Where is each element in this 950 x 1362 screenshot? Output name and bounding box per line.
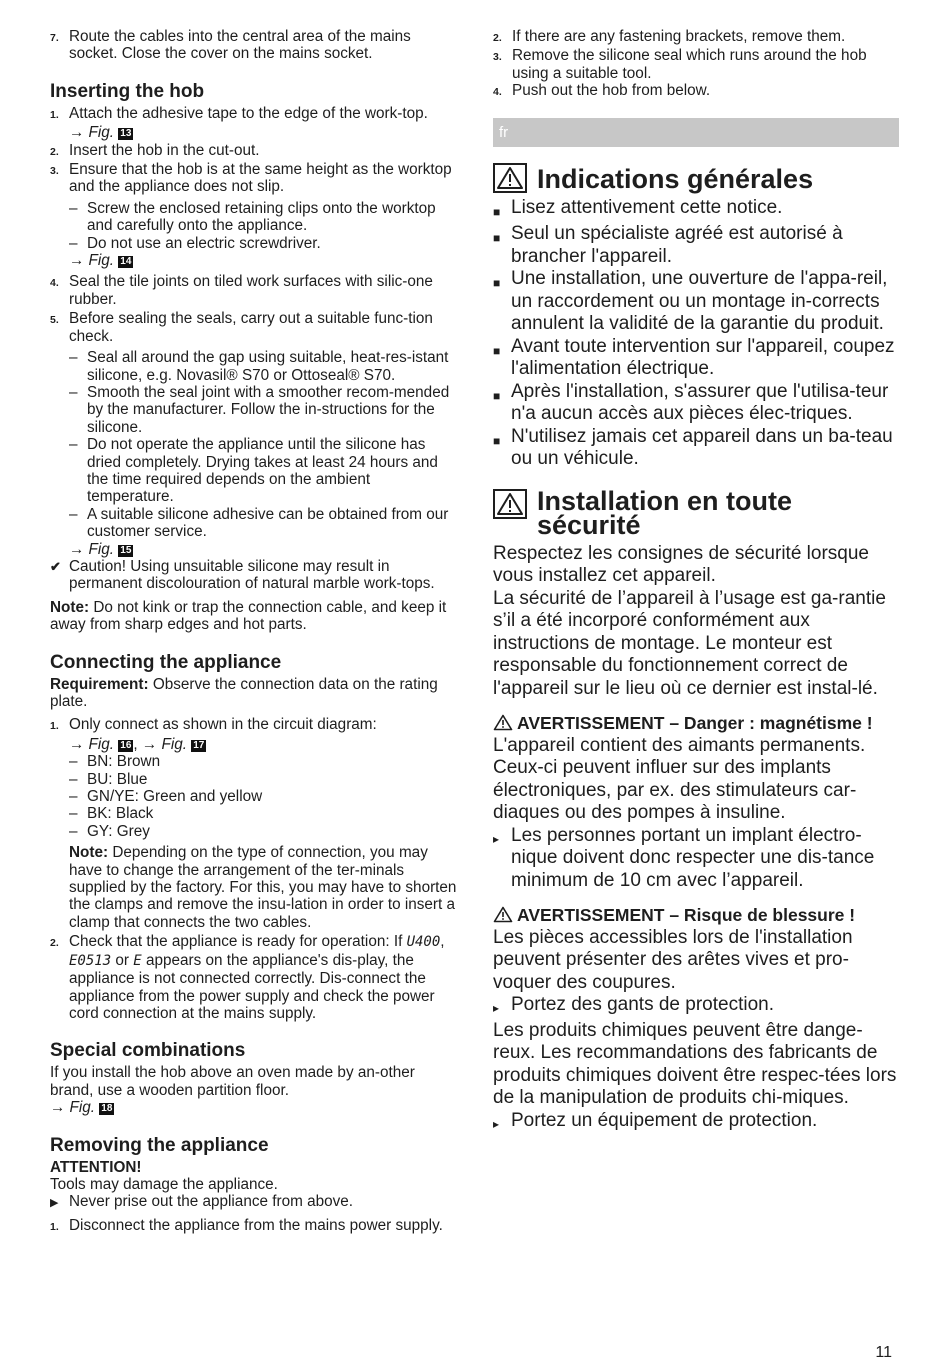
- list-item: ■ Après l'installation, s'assurer que l'utilisa-teur n'a aucun accès aux pièces élec-triques.: [493, 380, 889, 425]
- list-item: 4. Seal the tile joints on tiled work surfaces with silic-one rubber.: [50, 273, 433, 308]
- list-item: 3. Ensure that the hob is at the same height as the worktop and the appliance does not slip.: [50, 161, 452, 196]
- paragraph: L'appareil contient des aimants permanents. Ceux-ci peuvent influer sur des implants électroniques, par ex. des stimulateurs car-diaques ou des pompes à insuline.: [493, 734, 866, 824]
- list-item: 5. Before sealing the seals, carry out a suitable func-tion check.: [50, 310, 433, 345]
- attention-label: ATTENTION!: [50, 1158, 142, 1176]
- square-bullet-icon: ■: [493, 276, 501, 291]
- wire-item: – BU: Blue: [69, 770, 148, 788]
- dash-item: – A suitable silicone adhesive can be obtained from our customer service.: [69, 505, 449, 541]
- list-item: 3. Remove the silicone seal which runs around the hob using a suitable tool.: [493, 47, 867, 82]
- wire-item: – BK: Black: [69, 805, 154, 823]
- wire-item: – BN: Brown: [69, 753, 161, 771]
- list-item: 1. Only connect as shown in the circuit diagram:: [50, 716, 377, 734]
- paragraph: Les produits chimiques peuvent être dange-reux. Les recommandations des fabricants de produits chimiques doivent être respec-tées lors de la manipulation de produits chi-miques.: [493, 1019, 897, 1109]
- right-column: [493, 28, 899, 1135]
- paragraph: Respectez les consignes de sécurité lorsque vous installez cet appareil.: [493, 542, 869, 587]
- requirement: Requirement: Observe the connection data on the rating plate.: [50, 675, 438, 710]
- wire-item: – GN/YE: Green and yellow: [69, 788, 263, 806]
- figure-reference: → Fig. 14: [69, 252, 132, 270]
- square-bullet-icon: ■: [493, 231, 501, 246]
- arrow-bullet-icon: ▸: [493, 1001, 500, 1016]
- list-item: 4. Push out the hob from below.: [493, 82, 711, 100]
- section-title-connecting: Connecting the appliance: [50, 651, 282, 673]
- page-number: 11: [875, 1344, 892, 1361]
- arrow-bullet-icon: ▸: [493, 1116, 500, 1131]
- note: Note: Do not kink or trap the connection cable, and keep it away from sharp edges and hot parts.: [50, 598, 447, 634]
- step-7: 7. Route the cables into the central area of the mains socket. Close the cover on the mains socket.: [50, 28, 411, 63]
- square-bullet-icon: ■: [493, 433, 501, 448]
- language-bar: fr: [493, 118, 899, 147]
- warning-heading: AVERTISSEMENT – Risque de blessure !: [493, 904, 899, 927]
- warning-icon: [493, 489, 527, 519]
- figure-reference: → Fig. 13: [69, 124, 132, 142]
- figure-number-badge: 18: [101, 1103, 113, 1115]
- figure-number-badge: 16: [120, 739, 132, 751]
- section-title-special: Special combinations: [50, 1040, 246, 1062]
- dash-item: – Do not use an electric screwdriver.: [69, 234, 321, 252]
- figure-number-badge: 14: [120, 256, 132, 268]
- square-bullet-icon: ■: [493, 388, 501, 403]
- dash-item: – Smooth the seal joint with a smoother recom-mended by the manufacturer. Follow the in-structions for the silicone.: [69, 383, 450, 436]
- square-bullet-icon: ■: [493, 204, 501, 219]
- warning-triangle-icon: [493, 906, 513, 923]
- arrow-bullet-icon: ▸: [493, 831, 500, 846]
- figure-number-badge: 15: [120, 544, 132, 556]
- left-column: [50, 28, 460, 1236]
- display-code: U400: [406, 934, 441, 951]
- list-item: ■ Lisez attentivement cette notice.: [493, 197, 899, 224]
- warning-triangle-icon: [493, 714, 513, 731]
- note: Note: Depending on the type of connection, you may have to change the arrangement of the ter-minals supplied by the factory. For this, you may have to shorten the clamps and remove the insu-lation in order to insert a clamp that connects the two cables.: [69, 844, 457, 931]
- figure-number-badge: 13: [120, 128, 132, 140]
- instruction-item: ▶ Never prise out the appliance from above.: [50, 1193, 460, 1212]
- list-item: 1. Attach the adhesive tape to the edge of the work-top.: [50, 104, 428, 122]
- dash-item: – Do not operate the appliance until the silicone has dried completely. Drying takes at least 24 hours and the time required depends on the ambient temperature.: [69, 436, 438, 506]
- instruction-item: ▸ Portez des gants de protection.: [493, 994, 899, 1020]
- list-item: 2. Check that the appliance is ready for operation: If U400, E0513 or E appears on the appliance's dis-play, the appliance is not connected correctly. Dis-connect the appliance from the power supply and check the power cord connection at the mains supply.: [50, 933, 445, 1022]
- warning-heading: AVERTISSEMENT – Danger : magnétisme !: [493, 712, 899, 735]
- section-heading-general: Indications générales: [493, 161, 899, 193]
- wire-item: – GY: Grey: [69, 822, 150, 840]
- list-item: ■ Seul un spécialiste agréé est autorisé à brancher l'appareil.: [493, 223, 843, 267]
- paragraph: Tools may damage the appliance.: [50, 1175, 278, 1193]
- paragraph: If you install the hob above an oven made by an-other brand, use a wooden partition floor.: [50, 1064, 415, 1099]
- list-item: 2. If there are any fastening brackets, remove them.: [493, 28, 846, 45]
- figure-reference: → Fig. 15: [69, 540, 132, 558]
- list-item: 1. Disconnect the appliance from the mains power supply.: [50, 1216, 443, 1234]
- check-icon: ✔: [50, 558, 61, 574]
- display-code: E0513: [69, 952, 112, 969]
- paragraph: Les pièces accessibles lors de l'installation peuvent présenter des arêtes vives et pro-voquer des coupures.: [493, 926, 853, 993]
- figure-reference: → Fig. 18: [50, 1099, 113, 1117]
- warning-icon: [493, 163, 527, 193]
- caution-item: ✔ Caution! Using unsuitable silicone may result in permanent discolouration of natural marble work-tops.: [50, 557, 435, 593]
- dash-item: – Screw the enclosed retaining clips onto the worktop and carefully onto the appliance.: [69, 199, 436, 235]
- dash-item: – Seal all around the gap using suitable, heat-res-istant silicone, e.g. Novasil® S70 or Ottoseal® S70.: [69, 349, 449, 384]
- display-code: E: [133, 952, 142, 969]
- list-item: ■ N'utilisez jamais cet appareil dans un ba-teau ou un véhicule.: [493, 425, 893, 470]
- section-title-inserting: Inserting the hob: [50, 80, 205, 102]
- list-item: ■ Avant toute intervention sur l'appareil, coupez l'alimentation électrique.: [493, 335, 895, 380]
- list-item: ■ Une installation, une ouverture de l'appa-reil, un raccordement ou un montage in-corrects annulent la validité de la garantie du produit.: [493, 268, 888, 335]
- triangle-bullet-icon: ▶: [50, 1197, 59, 1210]
- section-heading-safe-installation: Installation en toute sécurité: [493, 487, 899, 537]
- figure-number-badge: 17: [193, 739, 205, 751]
- square-bullet-icon: ■: [493, 343, 501, 358]
- instruction-item: ▸ Portez un équipement de protection.: [493, 1110, 899, 1136]
- section-title-removing: Removing the appliance: [50, 1134, 269, 1156]
- paragraph: La sécurité de l’appareil à l’usage est ga-rantie s’il a été incorporé conformément aux instructions de montage. Le monteur est responsable du fonctionnement correct de l'appareil sur le lieu où ce dernier est instal-lé.: [493, 587, 886, 699]
- list-item: 2. Insert the hob in the cut-out.: [50, 141, 260, 159]
- figure-reference: → Fig. 16 , → Fig. 17: [69, 735, 205, 753]
- instruction-item: ▸ Les personnes portant un implant électro-nique doivent donc respecter une dis-tance minimum de 10 cm avec l’appareil.: [493, 824, 875, 891]
